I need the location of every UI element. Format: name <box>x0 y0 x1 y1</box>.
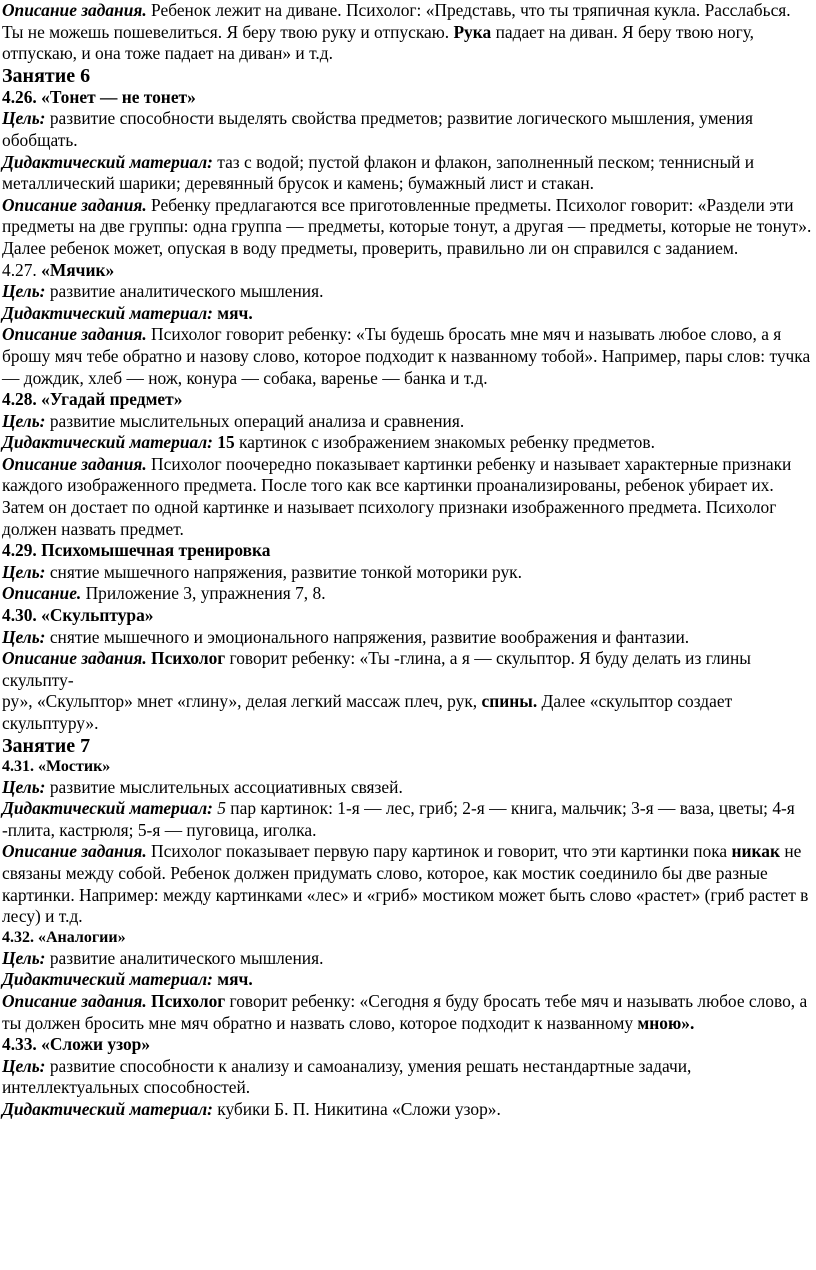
material-text: мяч. <box>212 969 253 990</box>
goal-paragraph <box>2 281 812 303</box>
bold-word: спины. <box>481 691 538 712</box>
material-text: кубики Б. П. Никитина «Сложи узор». <box>212 1098 501 1119</box>
goal-paragraph <box>2 777 812 799</box>
goal-label: Цель: <box>2 561 46 582</box>
description-paragraph <box>2 991 812 1034</box>
material-label: Дидактический материал: <box>2 1098 213 1119</box>
material-label: Дидактический материал: <box>2 302 213 323</box>
description-paragraph <box>2 691 812 734</box>
description-text: Далее «скульптор создает скульптуру». <box>2 691 733 733</box>
material-paragraph <box>2 1099 812 1121</box>
description-paragraph <box>2 324 812 389</box>
goal-text: снятие мышечного напряжения, развитие тонкой моторики рук. <box>45 561 522 582</box>
description-paragraph <box>2 841 812 927</box>
goal-text: развитие мыслительных операций анализа и сравнения. <box>45 410 465 431</box>
goal-label: Цель: <box>2 947 46 968</box>
material-count: 5 <box>212 798 226 819</box>
goal-paragraph <box>2 562 812 584</box>
description-text: Психолог говорит ребенку: «Ты будешь бросать мне мяч и называть любое слово, а я брошу мяч тебе обратно и назову слово, которое подходит к названному тобой». Например, пары слов: тучка — дождик, хлеб — нож, конура — собака, варенье — банка и т.д. <box>2 324 811 388</box>
description-text: ру», «Скульптор» мнет «глину», делая легкий массаж плеч, рук, <box>2 691 482 712</box>
goal-label: Цель: <box>2 1055 46 1076</box>
material-paragraph <box>2 969 812 991</box>
description-text: не связаны между собой. Ребенок должен придумать слово, которое, как мостик соединило бы две разные картинки. Например: между картинками «лес» и «гриб» мостиком может быть слово «растет» (гриб растет в лесу) и т.д. <box>2 841 809 927</box>
exercise-title: 4.29. Психомышечная тренировка <box>2 540 271 561</box>
bold-word: Психолог <box>146 990 226 1011</box>
goal-label: Цель: <box>2 410 46 431</box>
intro-paragraph <box>2 0 812 65</box>
exercise-title: 4.26. «Тонет — не тонет» <box>2 86 196 107</box>
exercise-title <box>2 260 812 282</box>
material-text: картинок с изображением знакомых ребенку предметов. <box>234 432 655 453</box>
material-label: Дидактический материал: <box>2 151 213 172</box>
description-paragraph <box>2 648 812 691</box>
goal-paragraph <box>2 948 812 970</box>
description-text: говорит ребенку: «Ты -глина, а я — скульптор. Я буду делать из глины скульпту- <box>2 648 751 690</box>
goal-label: Цель: <box>2 776 46 797</box>
description-text: Психолог поочередно показывает картинки ребенку и называет характерные признаки каждого изображенного предмета. После того как все картинки проанализированы, ребенок убирает их. Затем он достает по одной картинке и называет психологу признаки изображенного предмета. Психолог должен назвать предмет. <box>2 453 792 539</box>
exercise-number: 4.27. <box>2 259 42 280</box>
material-label: Дидактический материал: <box>2 798 213 819</box>
goal-text: развитие аналитического мышления. <box>45 281 324 302</box>
description-text: говорит ребенку: «Сегодня я буду бросать тебе мяч и называть любое слово, а ты должен бросить мне мяч обратно и назвать слово, которое подходит к названному <box>2 990 808 1033</box>
lesson-heading: Занятие 6 <box>2 64 91 87</box>
goal-text: развитие мыслительных ассоциативных связей. <box>45 776 403 797</box>
material-paragraph <box>2 798 812 841</box>
goal-paragraph <box>2 1056 812 1099</box>
description-label: Описание задания. <box>2 324 147 345</box>
material-label: Дидактический материал: <box>2 969 213 990</box>
description-label: Описание задания. <box>2 648 147 669</box>
description-paragraph <box>2 583 812 605</box>
goal-text: снятие мышечного и эмоционального напряжения, развитие воображения и фантазии. <box>45 626 690 647</box>
goal-paragraph <box>2 108 812 151</box>
description-label: Описание задания. <box>2 194 147 215</box>
goal-text: развитие способности к анализу и самоанализу, умения решать нестандартные задачи, интеллектуальных способностей. <box>2 1055 692 1098</box>
description-paragraph <box>2 454 812 540</box>
bold-word: Рука <box>453 21 492 42</box>
lesson-heading: Занятие 7 <box>2 734 91 757</box>
description-label: Описание. <box>2 583 82 604</box>
material-label: Дидактический материал: <box>2 432 213 453</box>
material-count: 15 <box>212 432 235 453</box>
description-text: Ребенок лежит на диване. Психолог: «Представь, что ты тряпичная кукла. Расслабься. Ты не можешь пошевелиться. Я беру твою руку и отпускаю. <box>2 0 791 42</box>
description-paragraph <box>2 195 812 260</box>
goal-paragraph <box>2 411 812 433</box>
goal-label: Цель: <box>2 626 46 647</box>
material-paragraph <box>2 432 812 454</box>
description-label: Описание задания. <box>2 990 147 1011</box>
description-label: Описание задания. <box>2 453 147 474</box>
exercise-title: 4.30. «Скульптура» <box>2 605 154 626</box>
exercise-title: 4.33. «Сложи узор» <box>2 1034 151 1055</box>
goal-paragraph <box>2 627 812 649</box>
goal-text: развитие способности выделять свойства предметов; развитие логического мышления, умения обобщать. <box>2 108 753 150</box>
material-paragraph <box>2 303 812 325</box>
description-text: Психолог показывает первую пару картинок и говорит, что эти картинки пока <box>146 841 732 862</box>
material-text: пар картинок: 1-я — лес, гриб; 2-я — книга, мальчик; 3-я — ваза, цветы; 4-я -плита, кастрюля; 5-я — пуговица, иголка. <box>2 798 795 840</box>
exercise-name: «Мячик» <box>41 259 115 280</box>
bold-word: никак <box>731 841 780 862</box>
bold-word: мною». <box>637 1012 695 1033</box>
goal-label: Цель: <box>2 108 46 129</box>
material-text: таз с водой; пустой флакон и флакон, заполненный песком; теннисный и металлический шарики; деревянный брусок и камень; бумажный лист и стакан. <box>2 151 755 194</box>
exercise-title: 4.32. «Аналогии» <box>2 928 126 946</box>
goal-label: Цель: <box>2 281 46 302</box>
exercise-title: 4.28. «Угадай предмет» <box>2 389 183 410</box>
description-text: падает на диван. Я беру твою ногу, отпускаю, и она тоже падает на диван» и т.д. <box>2 21 755 64</box>
bold-word: Психолог <box>146 648 226 669</box>
exercise-title: 4.31. «Мостик» <box>2 757 111 775</box>
description-label: Описание задания. <box>2 841 147 862</box>
material-text: мяч. <box>212 302 253 323</box>
description-text: Ребенку предлагаются все приготовленные предметы. Психолог говорит: «Раздели эти предметы на две группы: одна группа — предметы, которые тонут, а другая — предметы, которые не тонут». Далее ребенок может, опуская в воду предметы, проверить, правильно ли он справился с заданием. <box>2 194 812 258</box>
description-text: Приложение 3, упражнения 7, 8. <box>81 583 326 604</box>
material-paragraph <box>2 152 812 195</box>
description-label: Описание задания. <box>2 0 147 20</box>
goal-text: развитие аналитического мышления. <box>45 947 324 968</box>
